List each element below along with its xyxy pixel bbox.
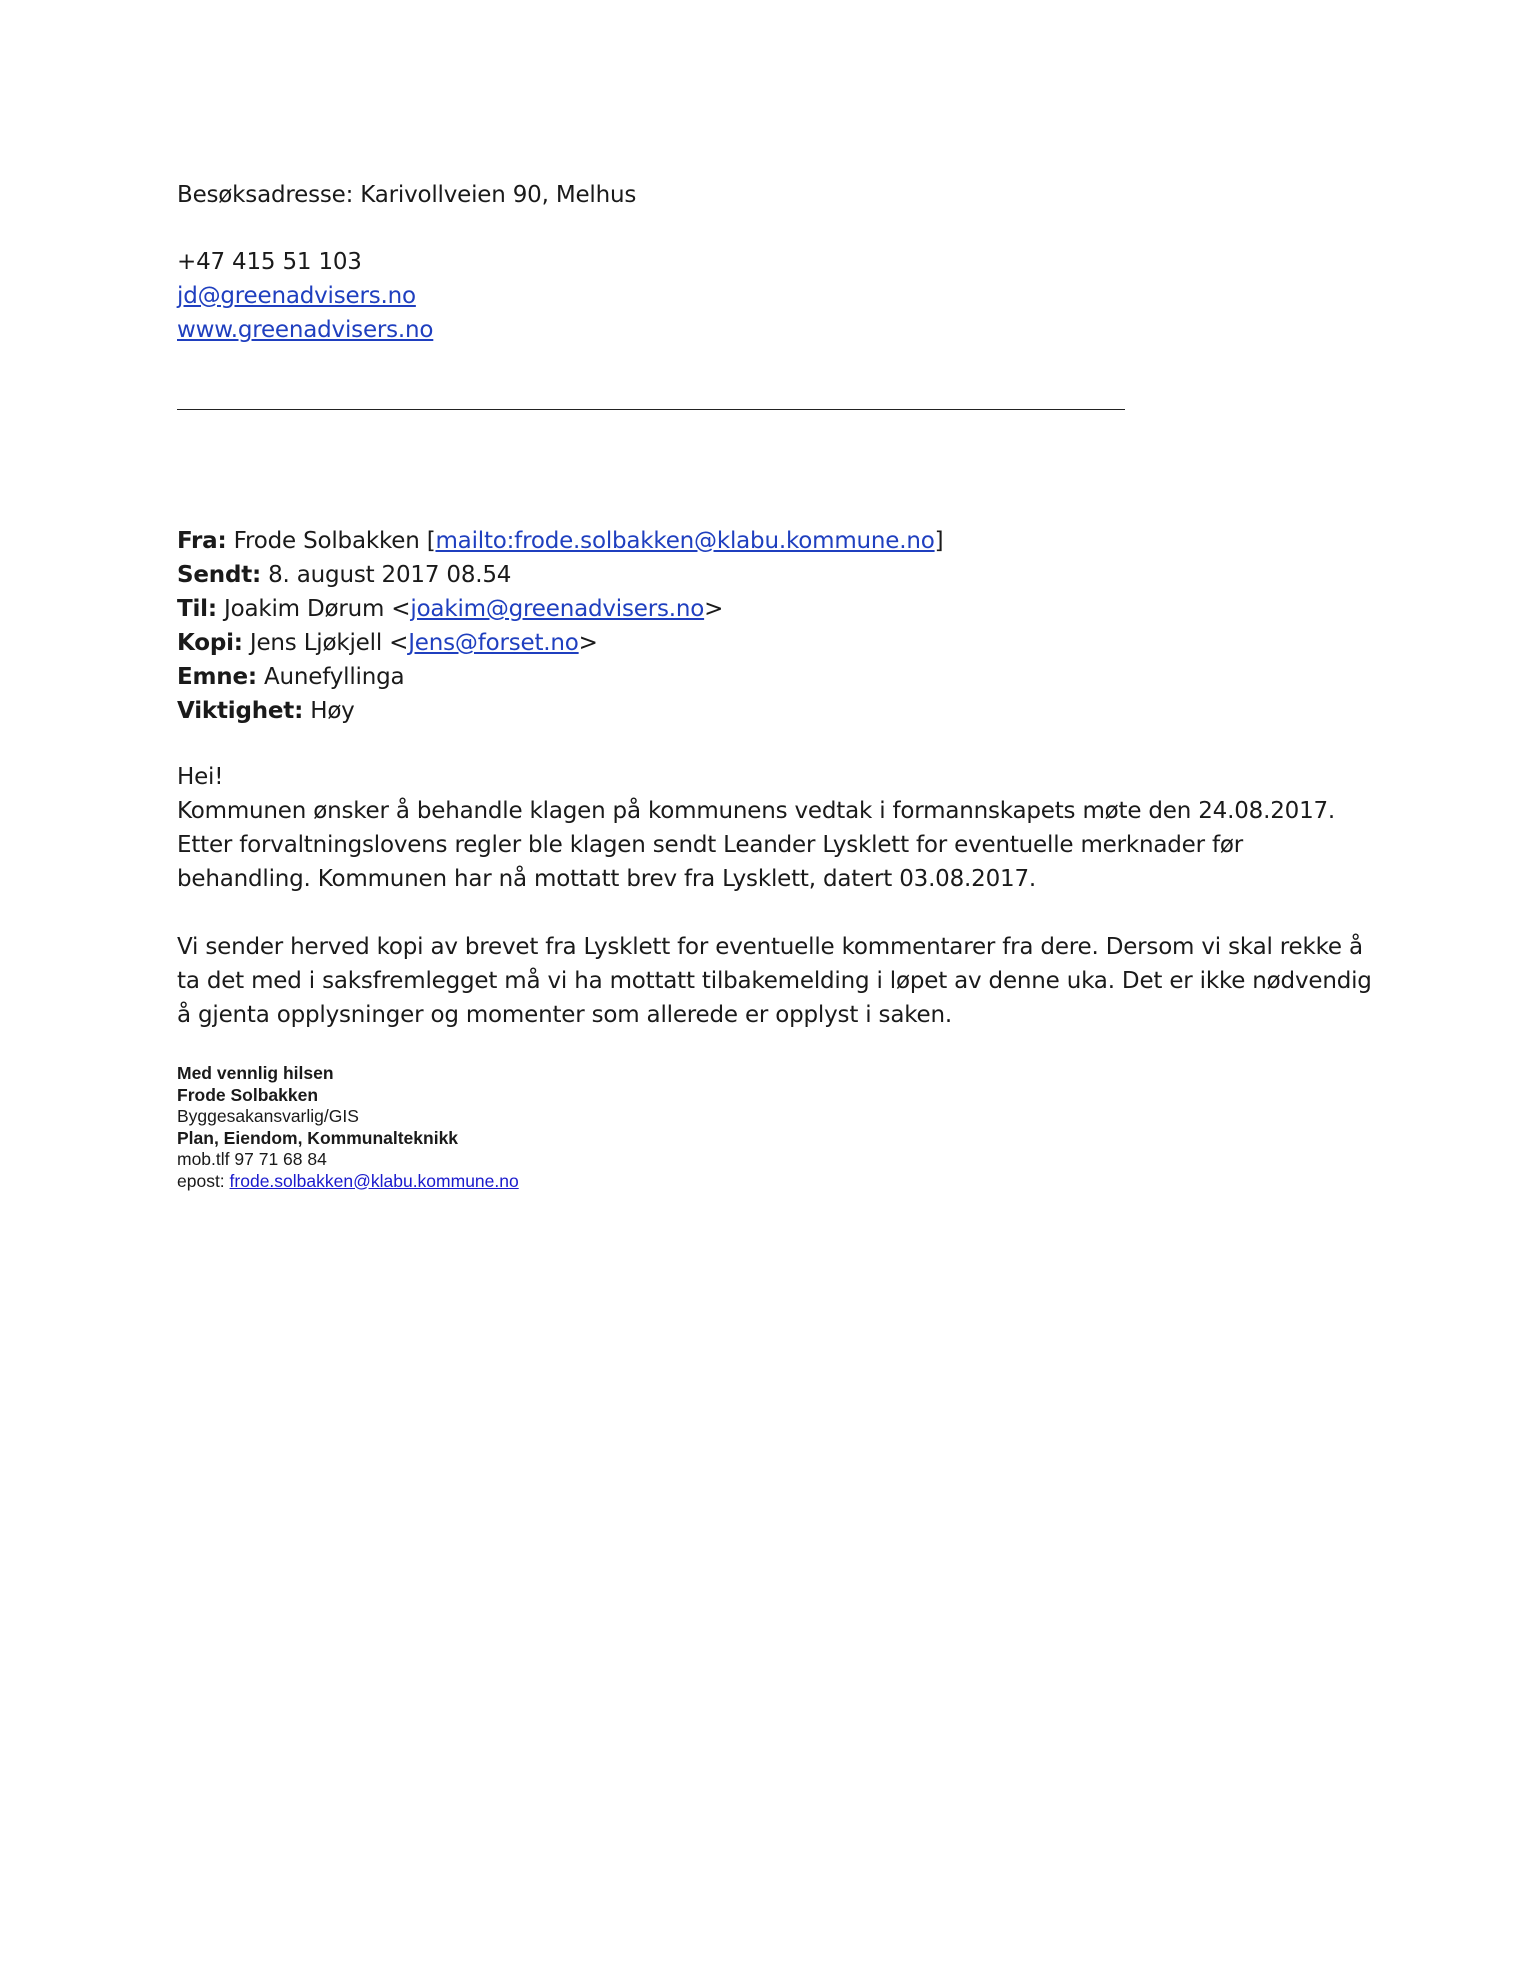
phone-number: +47 415 51 103 [177, 249, 362, 275]
greeting [177, 760, 1372, 794]
paragraph-2 [177, 930, 1372, 1032]
sent-label: Sendt: [177, 562, 261, 588]
signature-email-label: epost: [177, 1170, 230, 1191]
signature-email-line [177, 1171, 519, 1193]
signature-email-link[interactable]: frode.solbakken@klabu.kommune.no [229, 1170, 519, 1191]
visiting-address-text: Besøksadresse: Karivollveien 90, Melhus [177, 182, 637, 208]
header-cc [177, 626, 943, 660]
header-importance [177, 694, 943, 728]
from-name: Frode Solbakken [ [233, 528, 436, 554]
paragraph-1-line: Kommunen ønsker å behandle klagen på kommunens vedtak i formannskapets møte den 24.08.2017. [177, 798, 1336, 824]
paragraph-1-line: behandling. Kommunen har nå mottatt brev fra Lysklett, datert 03.08.2017. [177, 866, 1037, 892]
importance-value: Høy [310, 698, 355, 724]
cc-email-link[interactable]: Jens@forset.no [408, 630, 579, 656]
cc-label: Kopi: [177, 630, 243, 656]
greeting-text: Hei! [177, 764, 224, 790]
signature-block [177, 1063, 519, 1192]
header-from [177, 524, 943, 558]
paragraph-1-line: Etter forvaltningslovens regler ble klagen sendt Leander Lysklett for eventuelle merknader før [177, 832, 1243, 858]
importance-label: Viktighet: [177, 698, 304, 724]
paragraph-1 [177, 794, 1372, 896]
subject-label: Emne: [177, 664, 257, 690]
from-mailto-link[interactable]: mailto:frode.solbakken@klabu.kommune.no [435, 528, 935, 554]
signature-mobile: mob.tlf 97 71 68 84 [177, 1149, 327, 1169]
contact-block [177, 245, 433, 347]
website-link[interactable]: www.greenadvisers.no [177, 317, 434, 343]
cc-name: Jens Ljøkjell < [249, 630, 409, 656]
email-header [177, 524, 943, 728]
email-link[interactable]: jd@greenadvisers.no [177, 283, 416, 309]
signature-closing: Med vennlig hilsen [177, 1063, 334, 1083]
visiting-address [177, 178, 636, 212]
sent-value: 8. august 2017 08.54 [268, 562, 512, 588]
to-close: > [704, 596, 724, 622]
subject-value: Aunefyllinga [263, 664, 405, 690]
divider-line [177, 409, 1125, 410]
paragraph-2-line: Vi sender herved kopi av brevet fra Lysklett for eventuelle kommentarer fra dere. Dersom vi skal rekke å [177, 934, 1363, 960]
header-subject [177, 660, 943, 694]
signature-name: Frode Solbakken [177, 1084, 319, 1105]
message-body [177, 760, 1372, 1032]
signature-department: Plan, Eiendom, Kommunalteknikk [177, 1127, 459, 1148]
paragraph-2-line: å gjenta opplysninger og momenter som allerede er opplyst i saken. [177, 1002, 952, 1028]
to-email-link[interactable]: joakim@greenadvisers.no [410, 596, 705, 622]
to-name: Joakim Dørum < [223, 596, 411, 622]
cc-close: > [578, 630, 598, 656]
from-label: Fra: [177, 528, 227, 554]
header-to [177, 592, 943, 626]
from-close: ] [934, 528, 944, 554]
paragraph-2-line: ta det med i saksfremlegget må vi ha mottatt tilbakemelding i løpet av denne uka. Det er ikke nødvendig [177, 968, 1372, 994]
signature-title: Byggesakansvarlig/GIS [177, 1106, 359, 1126]
header-sent [177, 558, 943, 592]
to-label: Til: [177, 596, 217, 622]
